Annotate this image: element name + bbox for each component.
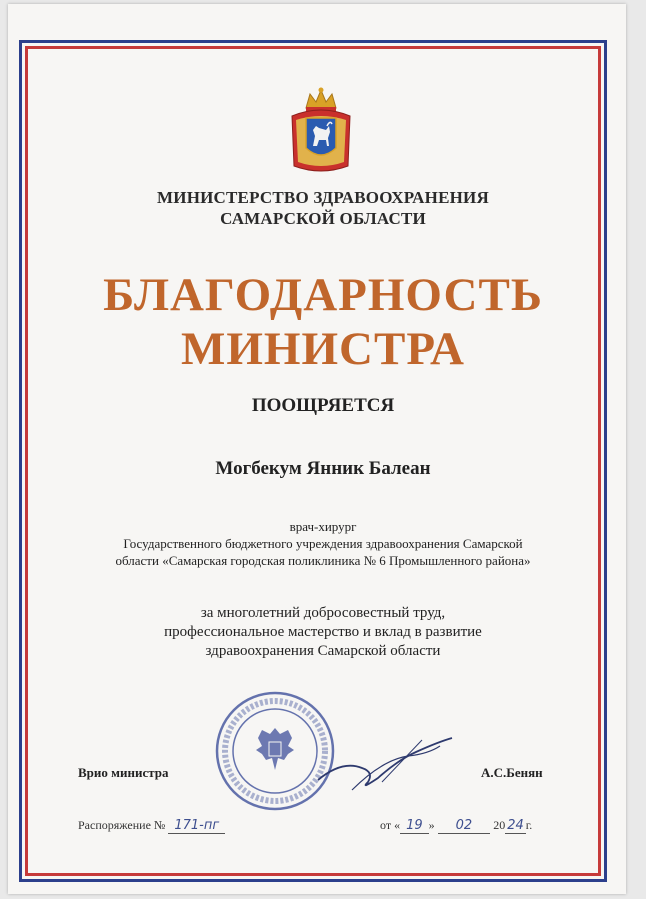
encouraged-label: ПООЩРЯЕТСЯ bbox=[251, 395, 395, 416]
date-year-suffix: 24 bbox=[507, 818, 524, 833]
ministry-line1: МИНИСТЕРСТВО ЗДРАВООХРАНЕНИЯ bbox=[157, 188, 489, 207]
recipient-position bbox=[0, 518, 646, 569]
date-day: 19 bbox=[400, 818, 429, 834]
date-year-prefix: 20 bbox=[493, 818, 506, 832]
order-label: Распоряжение № bbox=[78, 818, 166, 832]
date-suffix: г. bbox=[525, 818, 533, 832]
position-line1: врач-хирург bbox=[289, 519, 357, 534]
position-line3: области «Самарская городская поликлиника № 6 Промышленного района» bbox=[115, 553, 531, 568]
order-date bbox=[380, 818, 532, 833]
order-reference bbox=[78, 818, 225, 833]
signer-name: А.С.Бенян bbox=[481, 765, 543, 780]
title-line1: БЛАГОДАРНОСТЬ bbox=[103, 269, 543, 321]
date-month: 02 bbox=[438, 818, 491, 834]
position-line2: Государственного бюджетного учреждения здравоохранения Самарской bbox=[123, 536, 523, 551]
samara-coat-of-arms-icon bbox=[286, 86, 356, 174]
recipient-name: Могбекум Янник Балеан bbox=[215, 458, 431, 479]
ministry-heading bbox=[0, 187, 646, 229]
signer-role: Врио министра bbox=[78, 765, 169, 780]
title-line2: МИНИСТРА bbox=[181, 323, 465, 375]
reason-line3: здравоохранения Самарской области bbox=[205, 643, 441, 659]
handwritten-signature bbox=[312, 720, 462, 800]
date-mid: » bbox=[428, 818, 435, 832]
award-reason bbox=[0, 604, 646, 661]
reason-line1: за многолетний добросовестный труд, bbox=[200, 605, 446, 621]
reason-line2: профессиональное мастерство и вклад в развитие bbox=[164, 624, 482, 640]
ministry-line2: САМАРСКОЙ ОБЛАСТИ bbox=[220, 209, 426, 228]
order-number: 171-пг bbox=[168, 818, 225, 834]
certificate-title bbox=[0, 268, 646, 376]
date-prefix: от « bbox=[380, 818, 401, 832]
